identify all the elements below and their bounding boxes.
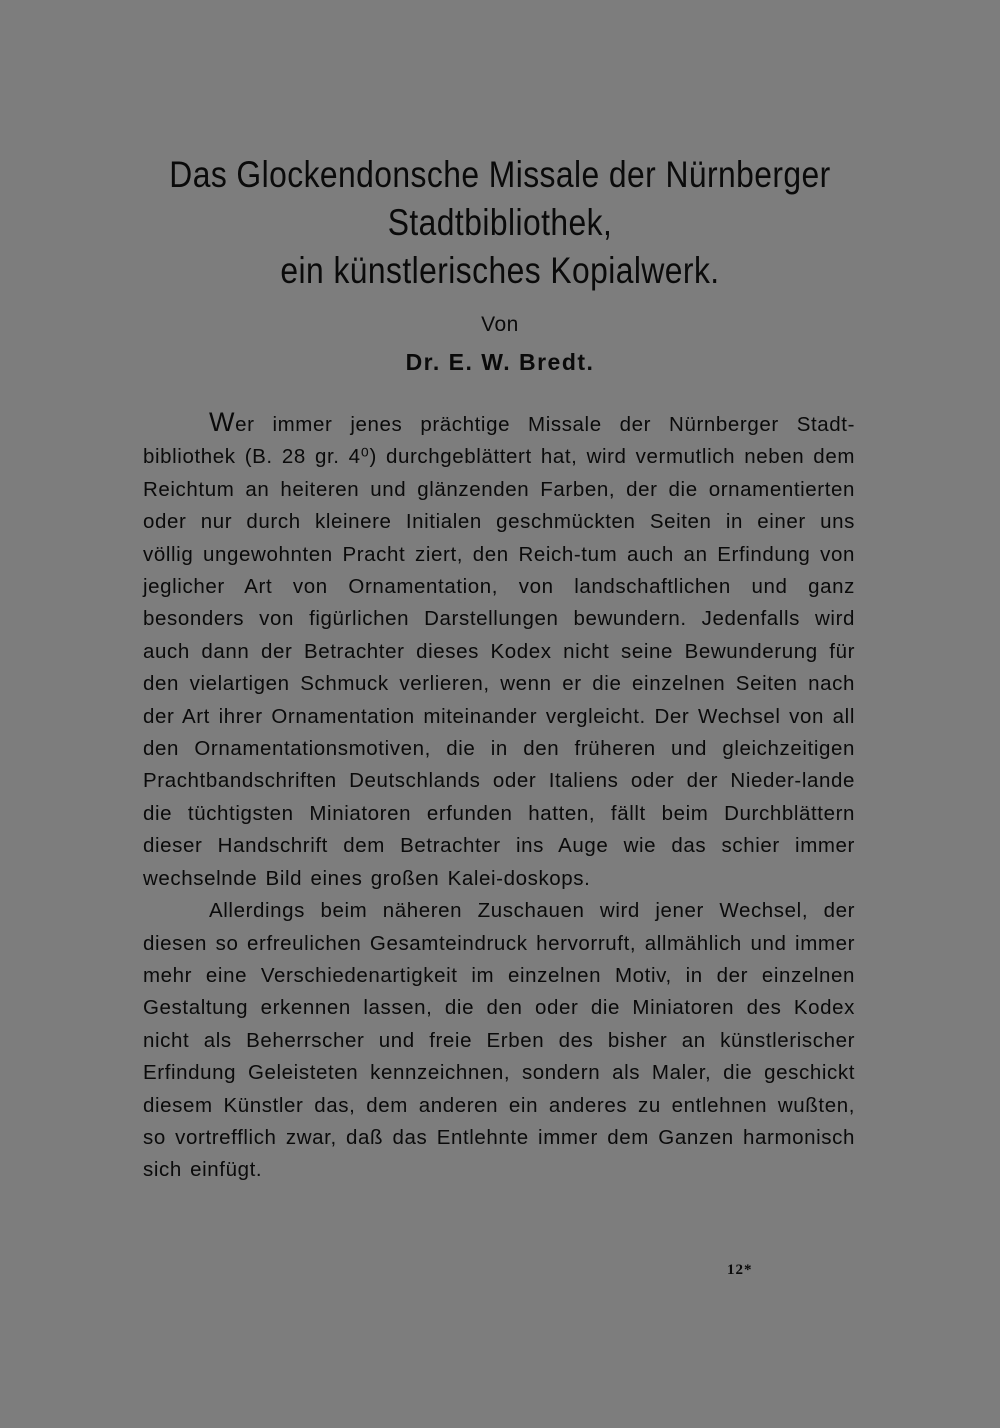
paragraph-2-text: Allerdings beim näheren Zuschauen wird jener Wechsel, der diesen so erfreulichen Gesamteindruck hervorruft, allmählich und immer mehr eine Verschiedenartigkeit im einzelnen Motiv, in der einzelnen Gestaltung erkennen lassen, die den oder die Miniatoren des Kodex nicht als Beherrscher und freie Erben des bisher an künstlerischer Erfindung Geleisteten kennzeichnen, sondern als Maler, die geschickt diesem Künstler das, dem anderen ein anderes zu entlehnen wußten, so vortrefflich zwar, daß das Entlehnte immer dem Ganzen harmonisch sich einfügt. [143, 899, 855, 1182]
author-name: Dr. E. W. Bredt. [405, 349, 595, 375]
page-number: 12* [727, 1262, 753, 1278]
body-text [143, 406, 855, 1187]
initial-letter: W [209, 407, 236, 437]
paragraph-1-text: er immer jenes prächtige Missale der Nürnberger Stadt-bibliothek (B. 28 gr. 4⁰) durchgeblättert hat, wird vermutlich neben dem Reichtum an heiteren und glänzenden Farben, der die ornamentierten oder nur durch kleinere Initialen geschmückten Seiten in einer uns völlig ungewohnten Pracht ziert, den Reich-tum auch an Erfindung von jeglicher Art von Ornamentation, von landschaftlichen und ganz besonders von figürlichen Darstellungen bewundern. Jedenfalls wird auch dann der Betrachter dieses Kodex nicht seine Bewunderung für den vielartigen Schmuck verlieren, wenn er die einzelnen Seiten nach der Art ihrer Ornamentation miteinander vergleicht. Der Wechsel von all den Ornamentationsmotiven, die in den früheren und gleichzeitigen Prachtbandschriften Deutschlands oder Italiens oder der Nieder-lande die tüchtigsten Miniatoren erfunden hatten, fällt beim Durchblättern dieser Handschrift dem Betrachter ins Auge wie das schier immer wechselnde Bild eines großen Kalei-doskops. [143, 413, 855, 890]
paragraph-1 [143, 406, 855, 895]
title-line-3: ein künstlerisches Kopialwerk. [280, 250, 720, 291]
title-line-1: Das Glockendonsche Missale der Nürnberger [169, 154, 831, 195]
paragraph-2 [143, 895, 855, 1187]
title-line-2: Stadtbibliothek, [387, 202, 613, 243]
byline-von: Von [481, 313, 519, 336]
